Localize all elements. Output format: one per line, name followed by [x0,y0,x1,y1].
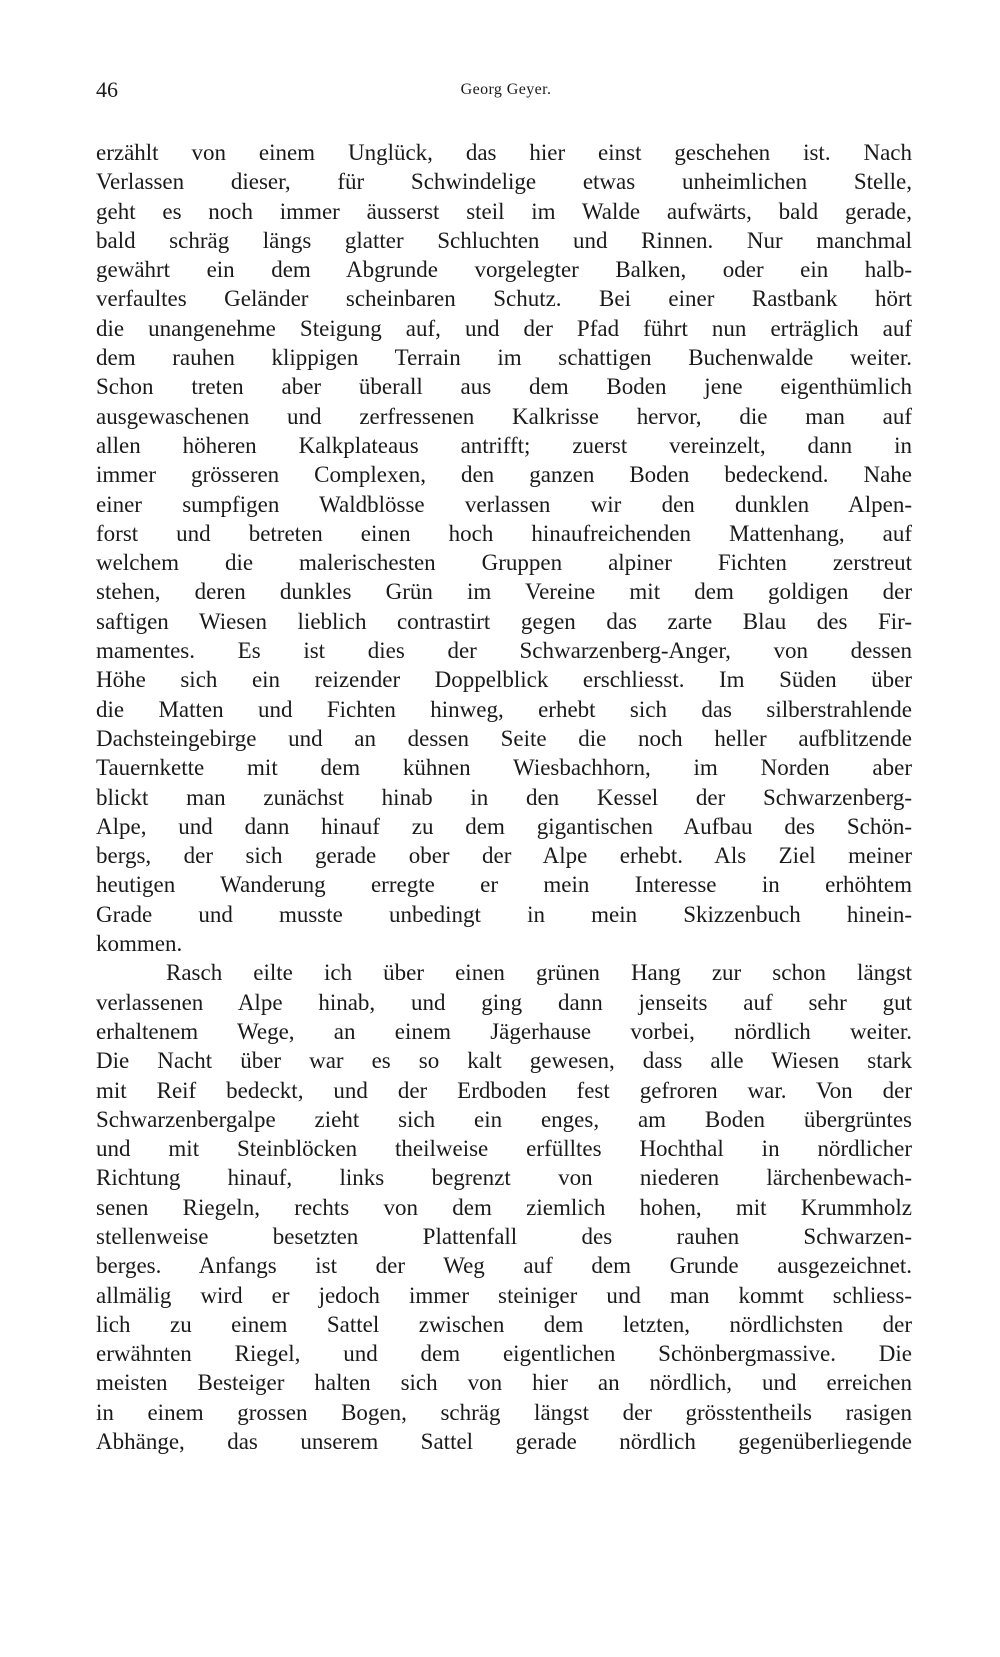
body-text [96,138,912,1456]
text-line: Alpe, und dann hinauf zu dem gigantischen Aufbau des Schön- [96,813,912,839]
text-line: ausgewaschenen und zerfressenen Kalkrisse hervor, die man auf [96,403,912,429]
text-line: einer sumpfigen Waldblösse verlassen wir den dunklen Alpen- [96,491,912,517]
text-line: die unangenehme Steigung auf, und der Pfad führt nun erträglich auf [96,315,912,341]
text-line: forst und betreten einen hoch hinaufreichenden Mattenhang, auf [96,520,912,546]
running-head: Georg Geyer. [460,81,552,98]
text-line: verfaultes Geländer scheinbaren Schutz. Bei einer Rastbank hört [96,286,912,312]
text-line: senen Riegeln, rechts von dem ziemlich hohen, mit Krummholz [96,1194,912,1220]
text-line: heutigen Wanderung erregte er mein Interesse in erhöhtem [96,872,912,898]
text-line: und mit Steinblöcken theilweise erfülltes Hochthal in nördlicher [96,1136,912,1162]
paragraph [96,958,912,1456]
text-line: geht es noch immer äusserst steil im Walde aufwärts, bald gerade, [96,198,912,224]
text-line: stehen, deren dunkles Grün im Vereine mit dem goldigen der [96,579,912,605]
text-line: erzählt von einem Unglück, das hier einst geschehen ist. Nach [96,140,912,165]
text-line: blickt man zunächst hinab in den Kessel der Schwarzenberg- [96,784,912,810]
text-line: lich zu einem Sattel zwischen dem letzten, nördlichsten der [96,1311,912,1337]
text-line: bald schräg längs glatter Schluchten und Rinnen. Nur manchmal [96,227,912,253]
text-line: dem rauhen klippigen Terrain im schattigen Buchenwalde weiter. [96,345,912,371]
text-line: die Matten und Fichten hinweg, erhebt sich das silberstrahlende [96,696,912,722]
text-line: Höhe sich ein reizender Doppelblick erschliesst. Im Süden über [96,667,912,693]
text-line: in einem grossen Bogen, schräg längst der grösstentheils rasigen [96,1399,912,1425]
text-line: welchem die malerischesten Gruppen alpiner Fichten zerstreut [96,550,912,576]
text-line: verlassenen Alpe hinab, und ging dann jenseits auf sehr gut [96,989,912,1015]
text-line: mamentes. Es ist dies der Schwarzenberg-Anger, von dessen [96,638,912,664]
text-line: Schwarzenbergalpe zieht sich ein enges, am Boden übergrüntes [96,1106,912,1132]
text-line: mit Reif bedeckt, und der Erdboden fest gefroren war. Von der [96,1077,912,1103]
page-number: 46 [96,77,118,102]
text-line: saftigen Wiesen lieblich contrastirt gegen das zarte Blau des Fir- [96,608,912,634]
text-line: erhaltenem Wege, an einem Jägerhause vorbei, nördlich weiter. [96,1018,912,1044]
text-line: allmälig wird er jedoch immer steiniger und man kommt schliess- [96,1282,912,1308]
paragraph [96,138,912,958]
text-line: Abhänge, das unserem Sattel gerade nördlich gegenüberliegende [96,1429,912,1455]
text-line: bergs, der sich gerade ober der Alpe erhebt. Als Ziel meiner [96,843,912,869]
text-line: Tauernkette mit dem kühnen Wiesbachhorn, im Norden aber [96,755,912,781]
text-line: Die Nacht über war es so kalt gewesen, dass alle Wiesen stark [96,1048,912,1074]
text-line: stellenweise besetzten Plattenfall des rauhen Schwarzen- [96,1223,912,1249]
text-line: berges. Anfangs ist der Weg auf dem Grunde ausgezeichnet. [96,1253,912,1279]
text-line: kommen. [96,931,183,957]
text-line: Verlassen dieser, für Schwindelige etwas unheimlichen Stelle, [96,169,912,195]
page-header [96,70,906,110]
text-line: Rasch eilte ich über einen grünen Hang zur schon längst [166,960,912,986]
text-line: meisten Besteiger halten sich von hier an nördlich, und erreichen [96,1370,912,1396]
text-line: Grade und musste unbedingt in mein Skizzenbuch hinein- [96,901,912,927]
text-line: erwähnten Riegel, und dem eigentlichen Schönbergmassive. Die [96,1341,912,1367]
text-line: Dachsteingebirge und an dessen Seite die noch heller aufblitzende [96,725,912,751]
text-line: immer grösseren Complexen, den ganzen Boden bedeckend. Nahe [96,462,912,488]
text-line: gewährt ein dem Abgrunde vorgelegter Balken, oder ein halb- [96,257,912,283]
text-line: Schon treten aber überall aus dem Boden jene eigenthümlich [96,374,912,400]
text-line: allen höheren Kalkplateaus antrifft; zuerst vereinzelt, dann in [96,432,912,458]
text-line: Richtung hinauf, links begrenzt von niederen lärchenbewach- [96,1165,912,1191]
